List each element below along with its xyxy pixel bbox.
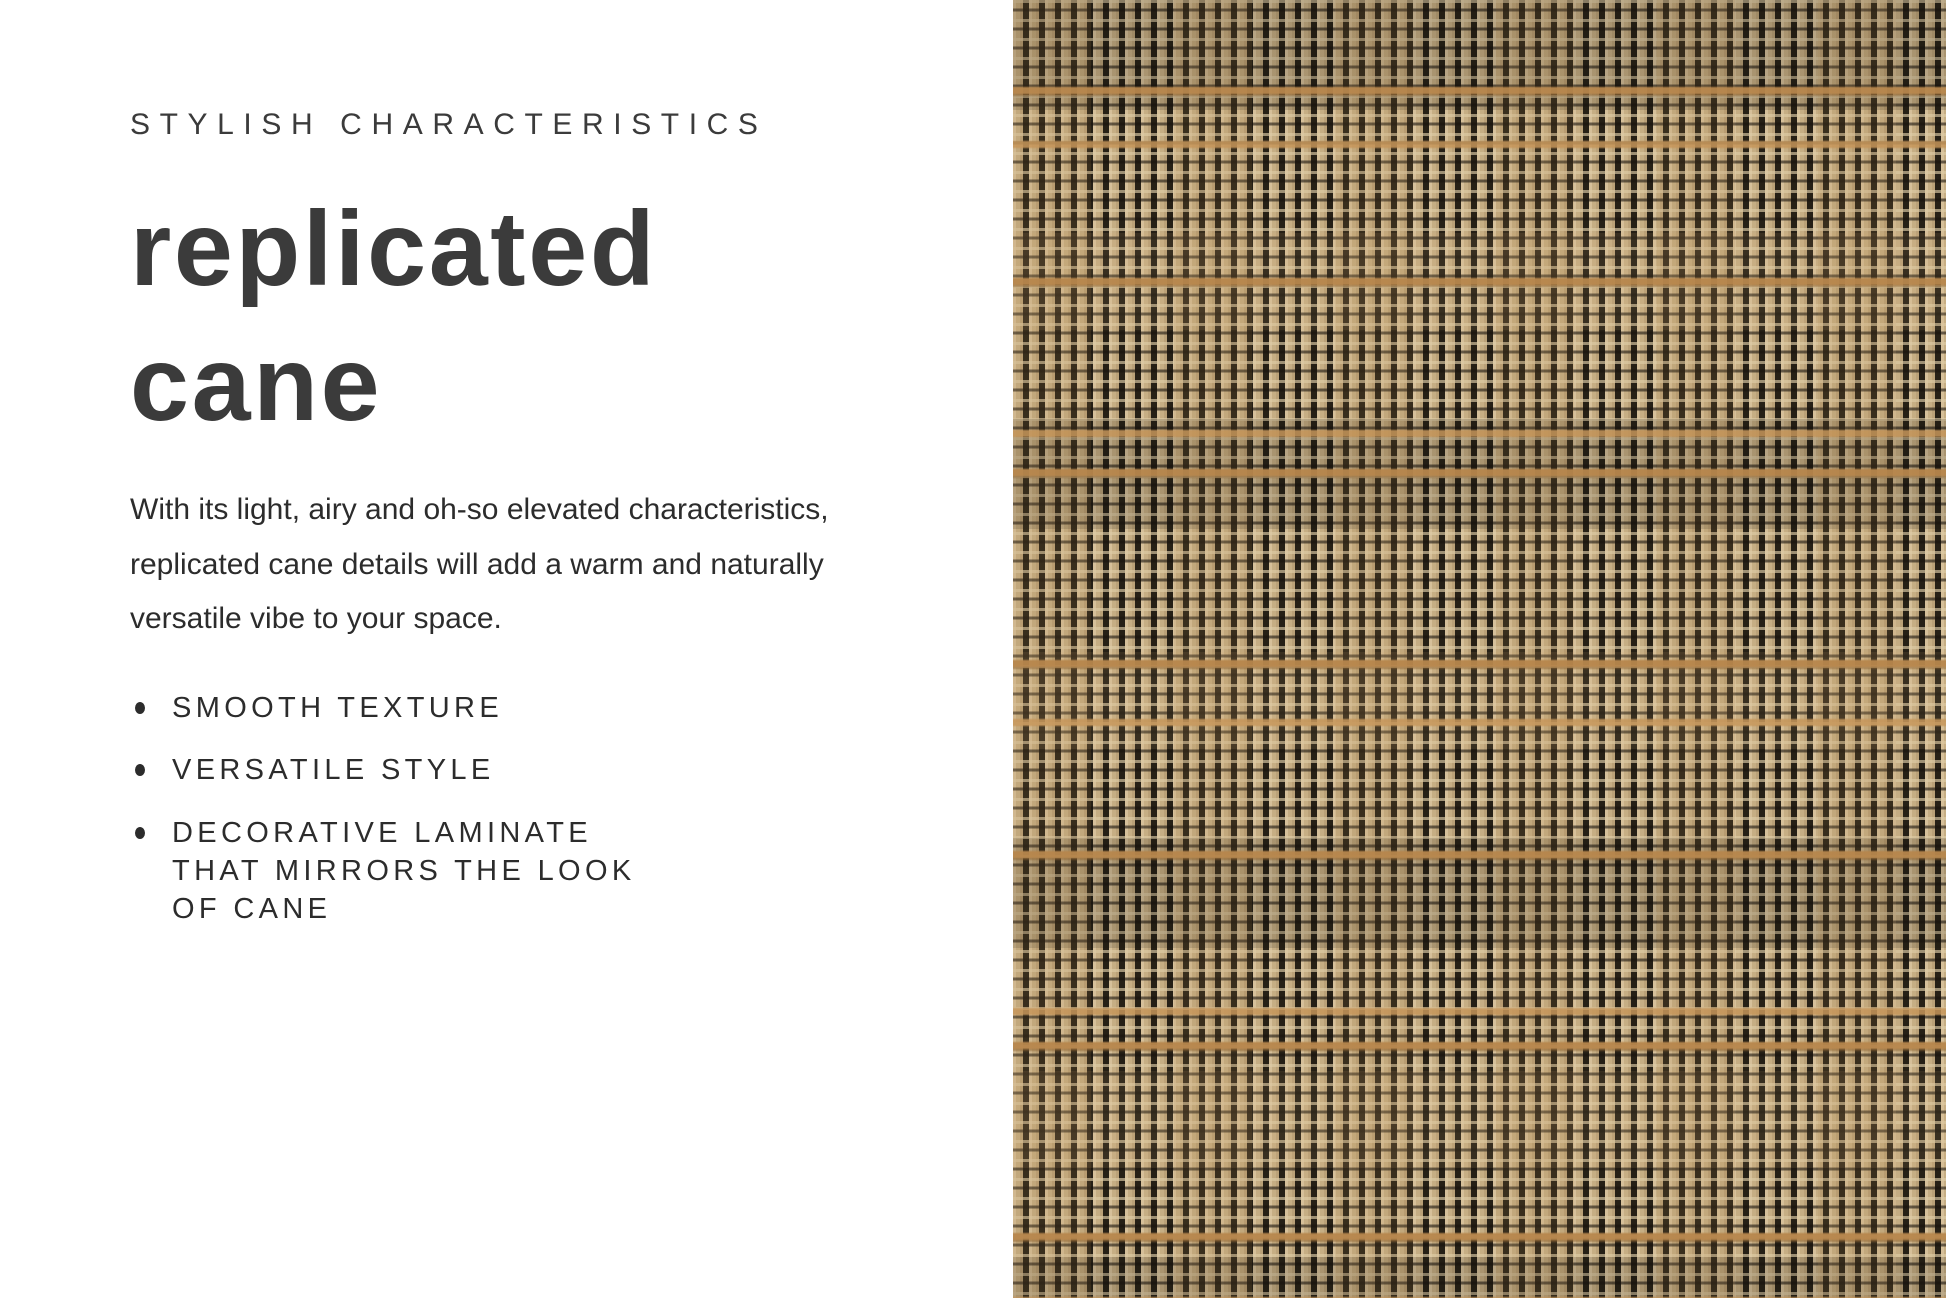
feature-item-smooth-texture: [130, 689, 675, 727]
feature-item-versatile-style: [130, 751, 675, 789]
eyebrow-heading: STYLISH CHARACTERISTICS: [130, 108, 768, 141]
bullet-icon: [135, 702, 145, 714]
description-text: With its light, airy and oh-so elevated characteristics, replicated cane details will add a warm and naturally versatile vibe to your space.: [130, 493, 829, 636]
bullet-icon: [135, 764, 145, 776]
bullet-icon: [135, 827, 145, 839]
feature-label: DECORATIVE LAMINATE THAT MIRRORS THE LOOK OF CANE: [172, 816, 636, 926]
cane-texture-image: [1013, 0, 1946, 1298]
feature-list: [130, 689, 943, 928]
feature-item-decorative-laminate: [130, 814, 675, 929]
feature-label: VERSATILE STYLE: [172, 754, 495, 787]
feature-label: SMOOTH TEXTURE: [172, 692, 504, 724]
page-title: replicated cane: [130, 190, 658, 443]
